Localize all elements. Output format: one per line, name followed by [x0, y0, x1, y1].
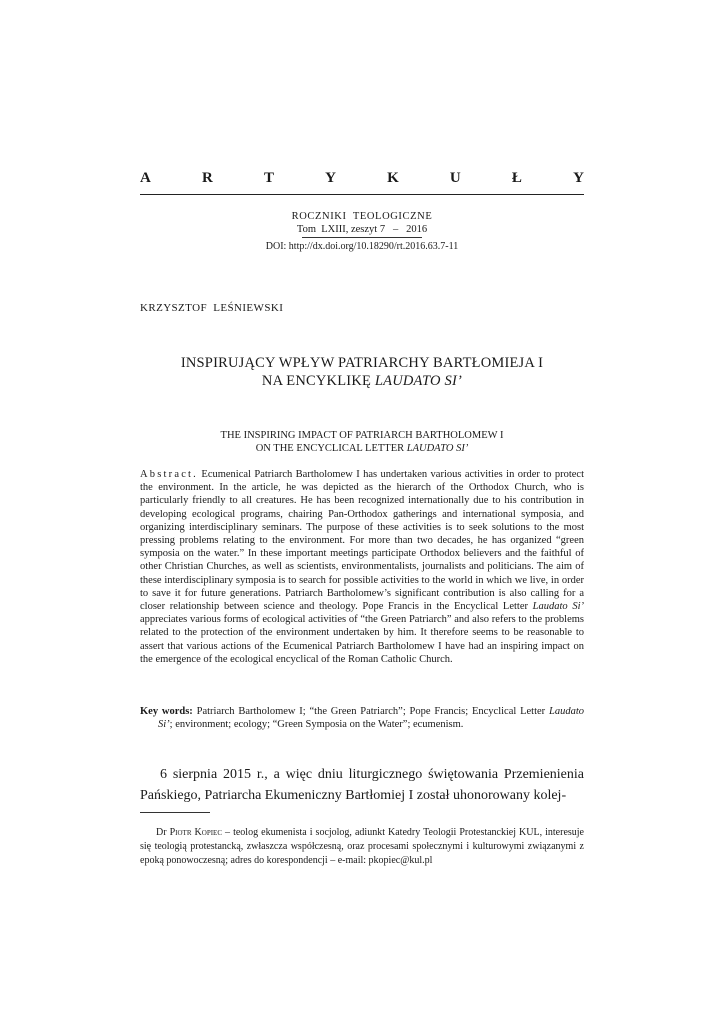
article-title: [140, 354, 584, 390]
section-letter: K: [387, 170, 399, 186]
body-paragraph: 6 sierpnia 2015 r., a więc dniu liturgicznego świętowania Przemienienia Pańskiego, Patriarcha Ekumeniczny Bartłomiej I został uhonorowany kolej-: [140, 767, 584, 803]
journal-volume-underline: [302, 237, 422, 238]
keywords: [140, 705, 584, 731]
title-encyclical-name: LAUDATO SI’: [374, 373, 463, 389]
keywords-label: Key words:: [140, 706, 193, 717]
doi-link[interactable]: DOI: http://dx.doi.org/10.18290/rt.2016.63.7-11: [265, 241, 459, 252]
english-title-line-2-text: ON THE ENCYCLICAL LETTER: [255, 443, 407, 454]
footnote-text: – teolog ekumenista i socjolog, adiunkt Katedry Teologii Protestanckiej KUL, interesuje się teologią protestancką, zwłaszcza współczesną, oraz procesami społecznymi i kulturowymi związanymi z epoką ponowoczesną; adres do korespondencji – e-mail: pkopiec@kul.pl: [140, 827, 584, 866]
title-line-1: INSPIRUJĄCY WPŁYW PATRIARCHY BARTŁOMIEJA I: [180, 355, 544, 371]
author-name: KRZYSZTOF LEŚNIEWSKI: [140, 302, 284, 314]
abstract-encyclical-name: Laudato Si’: [532, 601, 584, 613]
english-title-encyclical-name: LAUDATO SI’: [406, 443, 469, 454]
section-divider: [140, 194, 584, 195]
section-letter: Y: [325, 170, 336, 186]
section-letter: A: [140, 170, 151, 186]
abstract-text: Ecumenical Patriarch Bartholomew I has undertaken various activities in order to protect the environment. In the article, he was depicted as the hierarch of the Orthodox Church, who is particularly friendly to all creatures. He has been recognized internationally due to his contribution in developing ecological programs, chairing Pan-Orthodox gatherings and international symposia, and organizing interdisciplinary seminars. The purpose of these activities is to seek solutions to the most pressing problems relating to the environment. For more than two decades, he has organized “green symposia on the water.” In these important meetings participate Orthodox believers and the faithful of other Christian Churches, as well as scientists, environmentalists, journalists and politicians. The aim of these interdisciplinary symposia is to search for possible activities to the world in which we live, in order to save it for future generations. Patriarch Bartholomew’s significant contribution is also calling for a closer relationship between science and theology. Pope Francis in the Encyclical Letter: [140, 469, 584, 613]
section-heading: [140, 170, 584, 187]
footnote: [140, 826, 584, 868]
title-line-2-text: NA ENCYKLIKĘ: [261, 373, 375, 389]
footnote-author-name: Piotr Kopiec: [169, 827, 222, 838]
section-letter: T: [263, 170, 274, 186]
footnote-divider: [140, 812, 210, 813]
english-title: [140, 429, 584, 455]
abstract: [140, 468, 584, 666]
journal-name: ROCZNIKI TEOLOGICZNE: [291, 211, 433, 222]
abstract-label: Abstract.: [140, 469, 198, 480]
keywords-encyclical-name: Laudato Si’: [158, 706, 584, 731]
english-title-line-2: [140, 442, 584, 455]
keywords-text: Patriarch Bartholomew I; “the Green Patriarch”; Pope Francis; Encyclical Letter: [192, 706, 549, 717]
english-title-line-1: THE INSPIRING IMPACT OF PATRIARCH BARTHOLOMEW I: [220, 430, 504, 441]
title-line-2: [140, 372, 584, 390]
section-letter: R: [201, 170, 213, 186]
abstract-text-continued: appreciates various forms of ecological activities of “the Green Patriarch” and also refers to the problems related to the protection of the environment undertaken by him. It therefore seems to be reasonable to assert that various actions of the Ecumenical Patriarch Bartholomew I have had an inspiring impact on the emergence of the ecological encyclical of the Roman Catholic Church.: [140, 614, 584, 665]
journal-volume: Tom LXIII, zeszyt 7 – 2016: [296, 224, 428, 235]
section-letter: Y: [573, 170, 584, 186]
section-letter: Ł: [511, 170, 522, 186]
keywords-text-continued: ; environment; ecology; “Green Symposia on the Water”; ecumenism.: [169, 719, 464, 731]
section-letter: U: [449, 170, 461, 186]
footnote-prefix: Dr: [156, 827, 170, 838]
